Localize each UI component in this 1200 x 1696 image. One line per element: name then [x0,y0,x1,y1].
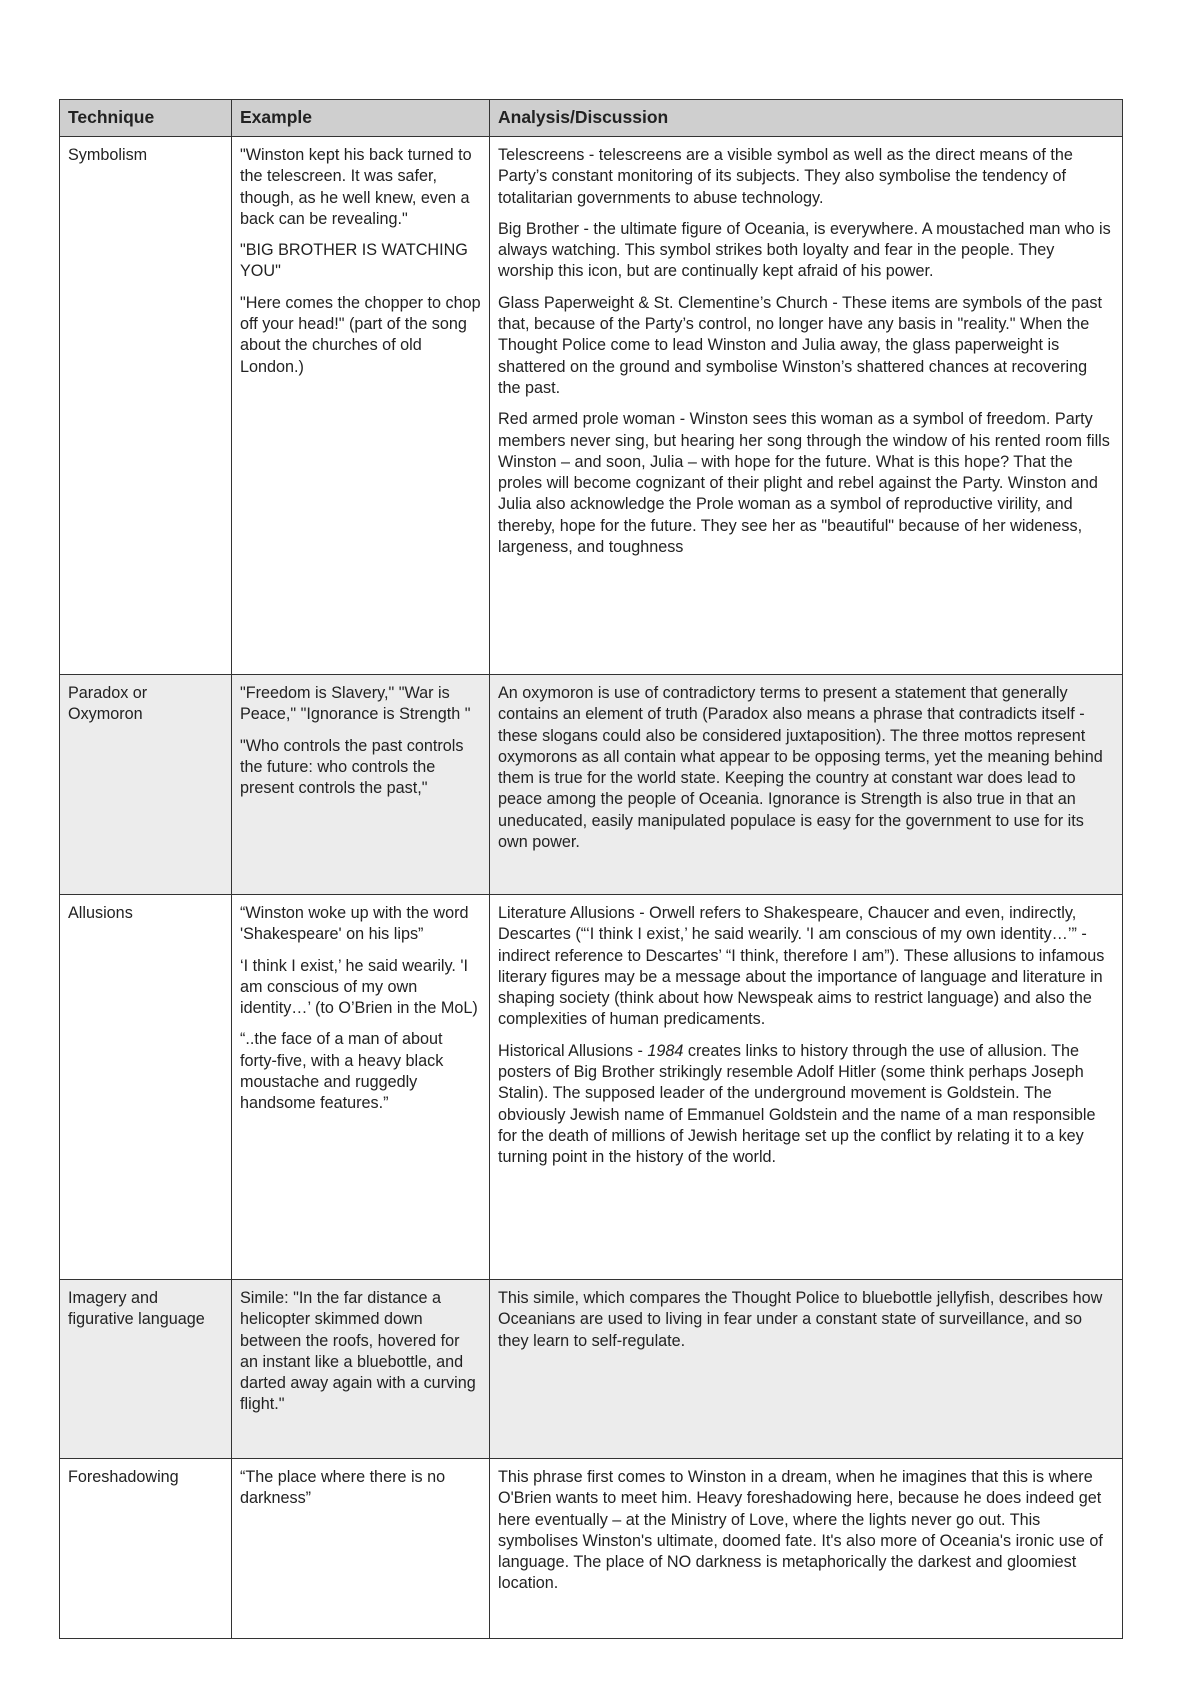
analysis-text: Glass Paperweight & St. Clementine’s Church - These items are symbols of the past that, because of the Party’s control, no longer have any basis in "reality." When the Thought Police come to lead Winston and Julia away, the glass paperweight is shattered on the ground and symbolise Winston’s shattered chances at recovering the past. [498,293,1103,397]
analysis-cell [490,1280,1123,1459]
header-example: Example [232,100,490,137]
example-cell [232,895,490,1280]
example-text: “The place where there is no darkness” [240,1468,446,1508]
technique-cell: Foreshadowing [60,1459,232,1639]
example-text: ‘I think I exist,’ he said wearily. 'I am conscious of my own identity…’ (to O’Brien in the MoL) [240,956,478,1018]
example-text: "BIG BROTHER IS WATCHING YOU" [240,241,468,281]
analysis-text: This phrase first comes to Winston in a dream, when he imagines that this is where O'Brien wants to meet him. Heavy foreshadowing here, because he does indeed get here eventually – at the Ministry of Love, where the lights never go out. This symbolises Winston's ultimate, doomed fate. It's also more of Oceania's ironic use of language. The place of NO darkness is metaphorically the darkest and gloomiest location. [498,1468,1103,1593]
table-row [60,895,1123,1280]
technique-cell: Imagery and figurative language [60,1280,232,1459]
example-text: Simile: "In the far distance a helicopter skimmed down between the roofs, hovered for an instant like a bluebottle, and darted away again with a curving flight." [240,1289,476,1414]
analysis-cell [490,1459,1123,1639]
analysis-text: This simile, which compares the Thought Police to bluebottle jellyfish, describes how Oceanians are used to living in fear under a constant state of surveillance, and so they learn to self-regulate. [498,1289,1103,1350]
analysis-text: Telescreens - telescreens are a visible symbol as well as the direct means of the Party’s constant monitoring of its subjects. They also symbolise the tendency of totalitarian governments to abuse technology. [498,146,1073,207]
analysis-text: Literature Allusions - Orwell refers to Shakespeare, Chaucer and even, indirectly, Descartes (“‘I think I exist,’ he said wearily. 'I am conscious of my own identity…’” - indirect reference to Descartes’ “I think, therefore I am”). These allusions to infamous literary figures may be a message about the importance of language and literature in shaping society (think about how Newspeak aims to restrict language) and also the complexities of human predicaments. [498,904,1105,1029]
example-text: "Who controls the past controls the future: who controls the present controls the past," [240,736,464,798]
analysis-cell [490,675,1123,895]
technique-cell: Allusions [60,895,232,1280]
example-text: "Freedom is Slavery," "War is Peace," "Ignorance is Strength " [240,684,471,724]
technique-cell: Paradox or Oxymoron [60,675,232,895]
table-row [60,1459,1123,1639]
example-cell [232,1459,490,1639]
header-analysis: Analysis/Discussion [490,100,1123,137]
header-technique: Technique [60,100,232,137]
technique-cell: Symbolism [60,137,232,675]
book-title: 1984 [647,1041,684,1060]
table-row [60,137,1123,675]
analysis-rest: creates links to history through the use of allusion. The posters of Big Brother strikingly resemble Adolf Hitler (some think perhaps Joseph Stalin). The supposed leader of the underground movement is Goldstein. The obviously Jewish name of Emmanuel Goldstein and the name of a man responsible for the death of millions of Jewish heritage set up the conflict by relating it to a key turning point in the history of the world. [498,1041,1096,1167]
analysis-text: Big Brother - the ultimate figure of Oceania, is everywhere. A moustached man who is always watching. This symbol strikes both loyalty and fear in the people. They worship this icon, but are continually kept afraid of his power. [498,219,1111,281]
analysis-text: An oxymoron is use of contradictory terms to present a statement that generally contains an element of truth (Paradox also means a phrase that contradicts itself - these slogans could also be considered juxtaposition). The three mottos represent oxymorons as all contain what appear to be opposing terms, yet the meaning behind them is true for the world state. Keeping the country at constant war does lead to peace among the people of Oceania. Ignorance is Strength is also true in that an uneducated, easily manipulated populace is easy for the government to use for its own power. [498,684,1103,852]
example-text: “..the face of a man of about forty-five, with a heavy black moustache and ruggedly handsome features.” [240,1030,444,1113]
analysis-text: Red armed prole woman - Winston sees this woman as a symbol of freedom. Party members never sing, but hearing her song through the window of his rented room fills Winston – and soon, Julia – with hope for the future. What is this hope? That the proles will become cognizant of their plight and rebel against the Party. Winston and Julia also acknowledge the Prole woman as a symbol of reproductive virility, and thereby, hope for the future. They see her as "beautiful" because of her wideness, largeness, and toughness [498,410,1110,557]
table-row [60,675,1123,895]
analysis-cell [490,895,1123,1280]
analysis-text [498,1041,1114,1169]
table-row [60,1280,1123,1459]
example-cell [232,137,490,675]
example-cell [232,675,490,895]
example-text: "Winston kept his back turned to the telescreen. It was safer, though, as he well knew, even a back can be revealing." [240,146,472,228]
example-cell [232,1280,490,1459]
header-row [60,100,1123,137]
analysis-cell [490,137,1123,675]
example-text: “Winston woke up with the word 'Shakespeare' on his lips” [240,904,469,944]
literary-techniques-table [59,99,1123,1639]
example-text: "Here comes the chopper to chop off your head!" (part of the song about the churches of old London.) [240,293,481,376]
analysis-lead: Historical Allusions - [498,1041,648,1060]
